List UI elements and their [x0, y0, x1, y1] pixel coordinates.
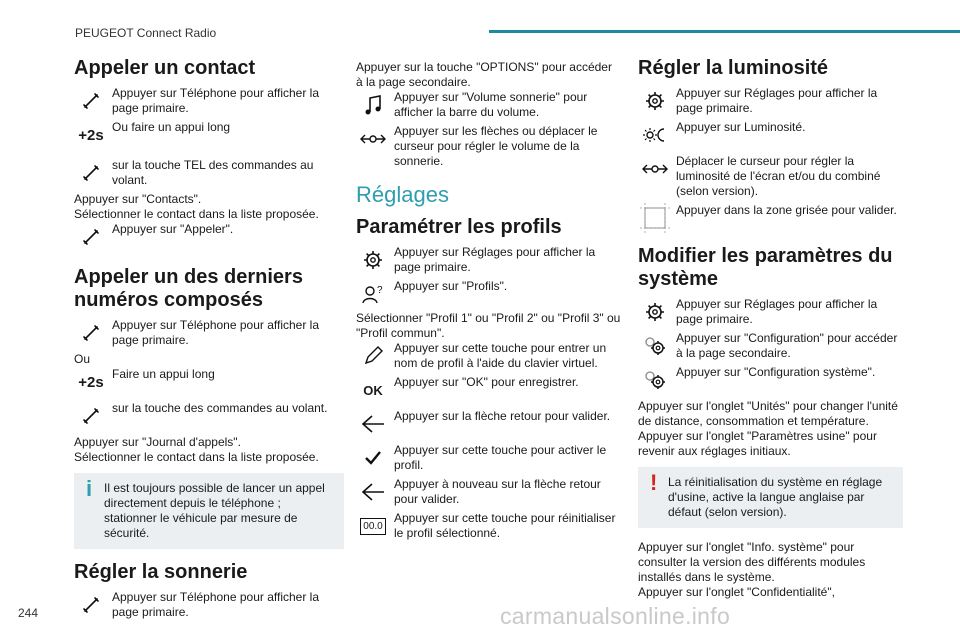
instruction-row	[638, 331, 903, 363]
body-text: Sélectionner le contact dans la liste proposée.	[74, 207, 319, 221]
warning-note: ! La réinitialisation du système en réglage d'usine, active la langue anglaise par défaut (selon version).	[638, 467, 903, 528]
slider-arrows-icon	[356, 124, 390, 154]
section-title: Régler la sonnerie	[74, 561, 248, 583]
music-note-icon	[356, 90, 390, 120]
body-text: Appuyer sur "Journal d'appels".	[74, 435, 241, 449]
instruction-text: Appuyer sur "Volume sonnerie" pour afficher la barre du volume.	[394, 90, 588, 119]
instruction-text: Appuyer sur "OK" pour enregistrer.	[394, 375, 579, 389]
instruction-text: Appuyer sur Réglages pour afficher la page primaire.	[394, 245, 596, 274]
instruction-text: Appuyer sur la flèche retour pour valider.	[394, 409, 611, 423]
instruction-row	[356, 279, 621, 309]
back-arrow-icon	[356, 477, 390, 507]
column-2	[356, 60, 621, 545]
phone-icon	[74, 222, 108, 252]
body-text: Appuyer sur la touche "OPTIONS" pour accéder à la page secondaire.	[356, 60, 612, 89]
instruction-text: sur la touche des commandes au volant.	[112, 401, 328, 415]
instruction-text: Appuyer sur cette touche pour activer le profil.	[394, 443, 607, 472]
instruction-row	[356, 124, 621, 169]
instruction-text: Ou faire un appui long	[112, 120, 231, 134]
instruction-row	[356, 409, 621, 441]
instruction-row	[74, 158, 344, 190]
double-gear-icon	[638, 331, 672, 361]
long-press-2s-icon: +2s	[78, 126, 104, 144]
body-text: Appuyer sur l'onglet "Unités" pour changer l'unité de distance, consommation et température.	[638, 399, 898, 428]
instruction-text: Appuyer sur "Profils".	[394, 279, 508, 293]
instruction-row	[74, 222, 344, 254]
instruction-text: Appuyer dans la zone grisée pour valider.	[676, 203, 897, 217]
instruction-text: Appuyer sur Réglages pour afficher la page primaire.	[676, 86, 878, 115]
instruction-text: sur la touche TEL des commandes au volant.	[112, 158, 314, 187]
instruction-row	[74, 318, 344, 350]
instruction-row	[74, 590, 344, 622]
instruction-row	[356, 511, 621, 543]
body-text: Ou	[74, 352, 91, 366]
body-text: Appuyer sur l'onglet "Info. système" pour consulter la version des différents modules installés dans le système.	[638, 540, 866, 584]
column-3	[638, 52, 903, 600]
instruction-text: Appuyer sur cette touche pour réinitialiser le profil sélectionné.	[394, 511, 616, 540]
body-text: Sélectionner le contact dans la liste proposée.	[74, 450, 319, 464]
instruction-row	[638, 154, 903, 199]
instruction-row	[356, 375, 621, 407]
phone-icon	[74, 401, 108, 431]
slider-arrows-icon	[638, 154, 672, 184]
chapter-title: Réglages	[356, 182, 449, 207]
info-icon: i	[86, 476, 93, 501]
instruction-row	[638, 297, 903, 329]
profile-icon	[356, 279, 390, 309]
instruction-row	[74, 401, 344, 433]
body-text: Sélectionner "Profil 1" ou "Profil 2" ou "Profil 3" ou "Profil commun".	[356, 311, 621, 340]
instruction-row	[356, 443, 621, 475]
instruction-text: Faire un appui long	[112, 367, 215, 381]
gear-icon	[638, 86, 672, 116]
phone-icon	[74, 318, 108, 348]
instruction-row	[356, 245, 621, 277]
column-1	[74, 52, 344, 624]
instruction-text: Appuyer à nouveau sur la flèche retour pour valider.	[394, 477, 601, 506]
instruction-row	[356, 90, 621, 122]
page-number: 244	[18, 606, 39, 620]
body-text: Appuyer sur l'onglet "Paramètres usine" pour revenir aux réglages initiaux.	[638, 429, 877, 458]
section-title: Appeler un des derniers numéros composés	[74, 266, 303, 311]
long-press-2s-icon: +2s	[78, 373, 104, 391]
svg-text:?: ?	[377, 285, 383, 296]
info-note: i Il est toujours possible de lancer un appel directement depuis le téléphone ; stationner le véhicule par mesure de sécurité.	[74, 473, 344, 549]
instruction-row	[638, 203, 903, 235]
grey-zone-icon	[638, 203, 672, 233]
section-title: Modifier les paramètres du système	[638, 245, 893, 290]
pencil-icon	[356, 341, 390, 371]
body-text: Appuyer sur l'onglet "Confidentialité",	[638, 585, 835, 599]
section-title: Paramétrer les profils	[356, 216, 562, 238]
instruction-text: Appuyer sur "Appeler".	[112, 222, 234, 236]
instruction-row	[638, 365, 903, 397]
back-arrow-icon	[356, 409, 390, 439]
phone-icon	[74, 86, 108, 116]
section-title: Régler la luminosité	[638, 57, 829, 79]
warning-icon: !	[650, 470, 658, 495]
section-title: Appeler un contact	[74, 57, 256, 79]
instruction-text: Appuyer sur les flèches ou déplacer le curseur pour régler le volume de la sonnerie.	[394, 124, 598, 168]
instruction-text: Appuyer sur Téléphone pour afficher la page primaire.	[112, 86, 320, 115]
watermark: carmanualsonline.info	[500, 603, 731, 629]
instruction-text: Appuyer sur Réglages pour afficher la page primaire.	[676, 297, 878, 326]
instruction-row	[638, 86, 903, 118]
instruction-row	[356, 341, 621, 373]
gear-icon	[356, 245, 390, 275]
instruction-row	[74, 120, 344, 150]
instruction-row	[356, 477, 621, 509]
double-gear-icon	[638, 365, 672, 395]
instruction-row	[74, 367, 344, 399]
phone-icon	[74, 158, 108, 188]
instruction-text: Appuyer sur Téléphone pour afficher la page primaire.	[112, 590, 320, 619]
body-text: Appuyer sur "Contacts".	[74, 192, 202, 206]
phone-icon	[74, 590, 108, 620]
brightness-icon	[638, 120, 672, 150]
running-header: PEUGEOT Connect Radio	[75, 26, 217, 40]
instruction-text: Appuyer sur cette touche pour entrer un nom de profil à l'aide du clavier virtuel.	[394, 341, 607, 370]
instruction-text: Appuyer sur "Configuration système".	[676, 365, 876, 379]
instruction-text: Appuyer sur "Configuration" pour accéder à la page secondaire.	[676, 331, 898, 360]
instruction-row	[638, 120, 903, 152]
instruction-row	[74, 86, 344, 118]
instruction-text: Appuyer sur Téléphone pour afficher la page primaire.	[112, 318, 320, 347]
gear-icon	[638, 297, 672, 327]
ok-icon: OK	[363, 382, 383, 398]
reset-icon: 00.0	[356, 511, 390, 541]
instruction-text: Appuyer sur Luminosité.	[676, 120, 806, 134]
header-accent-bar	[489, 30, 960, 33]
instruction-text: Déplacer le curseur pour régler la luminosité de l'écran et/ou du combiné (selon version).	[676, 154, 881, 198]
checkmark-icon	[356, 443, 390, 473]
